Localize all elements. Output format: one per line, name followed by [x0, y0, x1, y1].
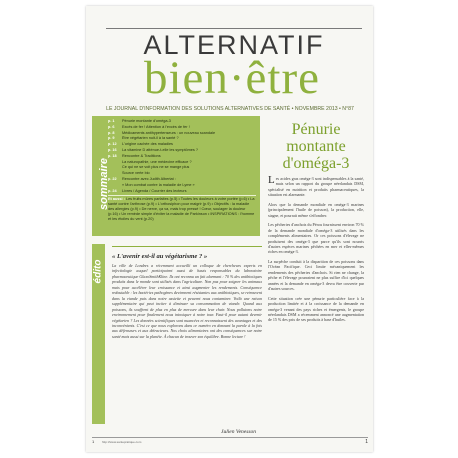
article-paragraph: Alors que la demande mondiale en oméga-3 marines (principalement l'huile de poisson), la production, elle, stagne, et pourrait même s'effondrer. [268, 201, 364, 218]
edito-body: La ville de Londres a récemment accueilli un colloque de chercheurs experts en infectiologie auquel participaient aussi de hauts responsables du laboratoire pharmaceutique GlaxoSmithKline. Ils ont reconnu un fait alarmant : 70 % des antibiotiques produits dans le monde sont utilisés dans l'agriculture. Non pas pour soigner les animaux mais pour accélérer leur croissance et ainsi augmenter les rendements. Conséquence redoutable : les bactéries pathogènes deviennent résistantes aux antibiotiques, se retrouvent dans la viande puis dans notre assiette et peuvent nous contaminer. Voilà une raison supplémentaire qui peut inciter à diminuer sa consommation de viande. Quand aux poissons, ils souffrent de plus en plus de mercure dans leur chair. Nous pollutons notre environnement pour finalement nous intoxiquer à notre tour. Faut-il pour autant devenir végétarien ? Les données scientifiques sont nuancées et reconnaissent des avantages et des inconvénients. C'est ce que nous explorons dans ce numéro en donnant la parole à la fois aux défenseurs et aux détracteurs. Nos choix alimentaires ont des conséquences sur notre santé mais aussi sur la planète. À chacun de trouver son équilibre. Bonne lecture ! [112, 263, 262, 339]
sommaire-item-label: La naturopathie, une médecine efficace ? [122, 159, 192, 164]
sommaire-item-page: p. 18 [108, 153, 117, 158]
sommaire-item-page: p. 22 [108, 176, 117, 181]
masthead-line1-text: ALTERNATIF [143, 30, 325, 60]
sommaire-also-text: Les fruits mûres parfaites (p.5) • Toutes les douleurs à votre portée (p.6) • La santé contre l'arthrose (p.9) • L'orthosiphon pour maigrir (p.9) • Objectifs : la maladie des allergies (p.9) • De nerve, ça va, mais trop pressé ! Cœur, soulager la douleur (p.16) • Un remède simple d'éviter la maladie de Parkinson • INSPIRATIONS : l'homme et les étoiles du vent (p.20) [108, 197, 255, 221]
masthead-rule [106, 28, 362, 29]
article-paragraph: La surpêche conduit à la disparition de ces poissons dans l'Océan Pacifique. Ceci limite mécaniquement les rendements des pêcheries d'anchois. Si rien ne change, la pêche et l'élevage pourraient ne plus suffire d'ici quelques années et la demande en oméga-3 devra être couverte par d'autres sources. [268, 258, 364, 292]
sommaire-item-label: L'origine cachée des maladies [122, 142, 173, 147]
sommaire-also-label: Et aussi : [108, 197, 125, 202]
article-paragraph: Cette situation crée une pénurie particulière face à la production limitée et à la croissance de la demande en oméga-3 venant des pays riches et émergents, le groupe néerlandais DSM a récemment annoncé une augmentation de 15 % des prix de ses produits à base d'huiles. [268, 295, 364, 323]
footer-url[interactable]: http://www.santepratique.com [102, 440, 142, 444]
sommaire-item-page: p. 16 [108, 147, 117, 152]
sommaire-item[interactable] [108, 189, 256, 195]
sommaire-also [108, 197, 256, 221]
article-title: Pénurie montante d'oméga-3 [282, 121, 350, 172]
sommaire-item-label: Rencontre avec Judith Albertat : [122, 176, 176, 181]
sommaire-item-label: Livres / Agenda / Courrier des lecteurs [122, 188, 187, 193]
sommaire-item-label: Médicaments antihypertenseurs : un nouveau scandale [122, 130, 216, 135]
edito-title: « L'avenir est-il au végétarisme ? » [112, 253, 208, 260]
sommaire-item-page: p. 9 [108, 136, 115, 141]
sommaire-item-label: « Mon combat contre la maladie de Lyme » [122, 182, 195, 187]
sommaire-item-page: p. 24 [108, 188, 117, 193]
sommaire-item-label: Source verte bio [122, 171, 150, 176]
footer-page-number: 1 [365, 439, 368, 445]
sommaire-item-label: Ce qui ne se voit plus ne se mange plus [122, 165, 190, 170]
sommaire-item-label: Excès de fer ! Attention à l'excès de fer ! [122, 124, 190, 129]
sommaire-divider [108, 195, 256, 196]
edito-signature: Julien Venesson [221, 429, 256, 435]
edito-section [112, 246, 262, 435]
article-paragraph: Les acides gras oméga-3 sont indispensables à la santé, mais selon un rapport du groupe néerlandais DSM, spécialisé en nutrition et produits pharmaceutiques, la situation est alarmante. [268, 174, 364, 198]
sommaire-list [108, 119, 256, 221]
page-footer [92, 437, 368, 445]
edito-tab [92, 244, 105, 424]
sommaire-item-page: p. 12 [108, 142, 117, 147]
sommaire-box [92, 116, 260, 236]
masthead-line2: bien·être [143, 52, 320, 104]
magazine-page [86, 6, 373, 452]
sommaire-item-label: La vitamine D atténue-t-elle les symptômes ? [122, 147, 198, 152]
masthead-tagline: LE JOURNAL D'INFORMATION DES SOLUTIONS ALTERNATIVES DE SANTÉ • NOVEMBRE 2013 • N°87 [106, 106, 354, 112]
sommaire-item-label: Pénurie montante d'oméga-3 [122, 119, 171, 123]
sommaire-label: sommaire [98, 158, 110, 210]
article-paragraph: Les pêcheries d'anchois du Pérou fournissent environ 70 % de la demande mondiale d'oméga-3 utilisés dans les compléments alimentaires. Or ces poissons d'élevage ne produisent des oméga-3 que parce qu'ils sont nourris d'autres espèces marines pêchées en mer et elles-mêmes riches en oméga-3. [268, 222, 364, 255]
edito-label: édito [92, 259, 104, 284]
sommaire-item-label: Être végétarien nuit-il à la santé ? [122, 136, 179, 141]
sommaire-item-label: Rencontre & Traditions [122, 153, 161, 158]
article-column [268, 121, 364, 323]
sommaire-item-page: p. 6 [108, 124, 115, 129]
sommaire-item-page: p. 8 [108, 130, 115, 135]
sommaire-item-page: p. 1 [108, 119, 115, 123]
footer-left-number: 1 [92, 439, 95, 444]
